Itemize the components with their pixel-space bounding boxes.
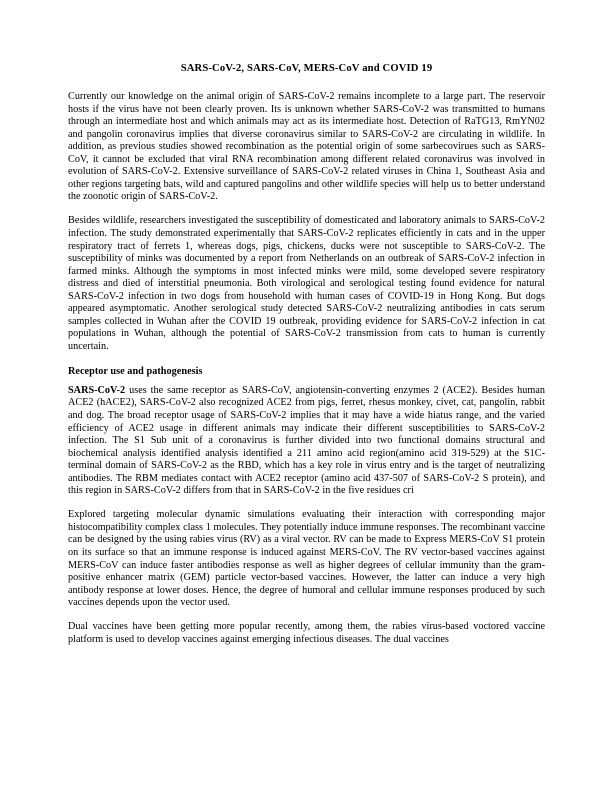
paragraph-animal-origin: Currently our knowledge on the animal origin of SARS-CoV-2 remains incomplete to a large part. The reservoir hosts if the virus have not been clearly proven. Its is unknown whether SARS-CoV-2 was transmitted to humans through an intermediate host and which animals may act as its intermediate host. Detection of RaTG13, RmYN02 and pangolin coronavirus implies that diverse coronavirus similar to SARS-CoV-2 are circulating in wildlife. In addition, as previous studies showed recombination as the potential origin of some sarbecovirues such as SARS-CoV, it cannot be excluded that viral RNA recombination among different related coronavirus was involved in evolution of SARS-CoV-2. Extensive surveillance of SARS-CoV-2 related viruses in China 1, Southeast Asia and other regions targeting bats, wild and captured pangolins and other wildlife species will help us to better understand the zoonotic origin of SARS-CoV-2. <box>68 91 545 203</box>
paragraph-receptor-use-body: uses the same receptor as SARS-CoV, angiotensin-converting enzymes 2 (ACE2). Besides human ACE2 (hACE2), SARS-CoV-2 also recognized ACE2 from pigs, ferret, rhesus monkey, civet, cat, pangolin, rabbit and dog. The broad receptor usage of SARS-CoV-2 implies that it may have a wide hiatus range, and the varied efficiency of ACE2 usage in different animals may indicate their different susceptibilities to SARS-CoV-2 infection. The S1 Sub unit of a coronavirus is further divided into two functional domains structural and biochemical analysis identified analysis identified a 211 amino acid region(amino acid 319-529) at the S1C- terminal domain of SARS-CoV-2 as the RBD, which has a key role in virus entry and is the target of neutralizing antibodies. The RBM mediates contact with ACE2 receptor (amino acid 437-507 of SARS-CoV-2 S protein), and this region in SARS-CoV-2 differs from that in SARS-CoV-2 in the five residues cri <box>68 384 545 497</box>
paragraph-domestic-animal-susceptibility: Besides wildlife, researchers investigated the susceptibility of domesticated and laboratory animals to SARS-CoV-2 infection. The study demonstrated experimentally that SARS-CoV-2 replicates efficiently in cats and in the upper respiratory tract of ferrets 1, whereas dogs, pigs, chickens, ducks were not susceptible to SARS-CoV-2. The susceptibility of minks was documented by a report from Netherlands on an outbreak of SARS-CoV-2 infection in farmed minks. Although the symptoms in most infected minks were mild, some developed severe respiratory distress and died of interstitial pneumonia. Both virological and serological testing found evidence for natural SARS-CoV-2 infection in two dogs from household with human cases of COVID-19 in Hong Kong. But dogs appeared asymptomatic. Another serological study detected SARS-CoV-2 neutralizing antibodies in cats serum samples collected in Wuhan after the COVID 19 outbreak, providing evidence for SARS-CoV-2 infection in cat populations in Wuhan, although the potential of SARS-CoV-2 transmission from cats to human is currently uncertain. <box>68 215 545 352</box>
section-heading-receptor-use-and-pathogenesis: Receptor use and pathogenesis <box>68 365 203 377</box>
paragraph-receptor-use <box>68 385 545 498</box>
paragraph-molecular-dynamic-simulations: Explored targeting molecular dynamic simulations evaluating their interaction with corresponding major histocompatibility complex class 1 molecules. They potentially induce immune responses. The recombinant vaccine can be designed by the using rabies virus (RV) as a viral vector. RV can be made to Express MERS-CoV S1 protein on its surface so that an immune response is induced against MERS-CoV. The RV vector-based vaccines against MERS-CoV can induce faster antibodies response as well as higher degrees of cellular immunity than the gram-positive enhancer matrix (GEM) particle vector-based vaccines. However, the latter can induce a very high antibody response at lower doses. Hence, the degree of humoral and cellular immune responses produced by such vaccines depends upon the vector used. <box>68 509 545 609</box>
page-title: SARS-CoV-2, SARS-CoV, MERS-CoV and COVID 19 <box>180 63 433 74</box>
paragraph-dual-vaccines: Dual vaccines have been getting more popular recently, among them, the rabies virus-based voctored vaccine platform is used to develop vaccines against emerging infectious diseases. The dual vaccines <box>68 621 545 645</box>
paragraph-lead-in-term: SARS-CoV-2 <box>68 384 126 396</box>
